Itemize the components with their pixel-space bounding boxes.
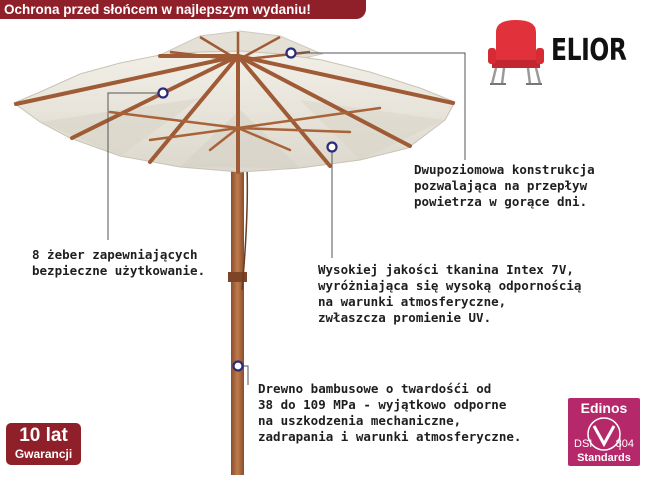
brand-logo-text: ELIOR xyxy=(551,33,627,68)
promo-banner: Ochrona przed słońcem w najlepszym wydaniu! xyxy=(0,0,366,19)
warranty-label: Gwarancji xyxy=(14,447,73,461)
warranty-years: 10 lat xyxy=(19,425,68,446)
callout-top-structure: Dwupoziomowa konstrukcja pozwalająca na przepływ powietrza w gorące dni. xyxy=(414,162,595,209)
certificate-badge xyxy=(568,398,640,466)
warranty-badge xyxy=(6,423,81,465)
callout-ribs: 8 żeber zapewniających bezpieczne użytkowanie. xyxy=(32,247,206,278)
certificate-right-code: 804 xyxy=(615,438,634,450)
certificate-name: Edinos xyxy=(580,400,628,416)
certificate-subtitle: Standards xyxy=(577,452,631,464)
callout-fabric: Wysokiej jakości tkanina Intex 7V, wyróżniająca się wysoką odpornością na warunki atmosferyczne, zwłaszcza promienie UV. xyxy=(318,262,582,325)
callout-wood: Drewno bambusowe o twardośći od 38 do 109 MPa - wyjątkowo odporne na uszkodzenia mechaniczne, zadrapania i warunki atmosferyczne. xyxy=(258,381,522,444)
seal-icon xyxy=(568,416,640,456)
certificate-left-code: DSI xyxy=(574,438,593,450)
